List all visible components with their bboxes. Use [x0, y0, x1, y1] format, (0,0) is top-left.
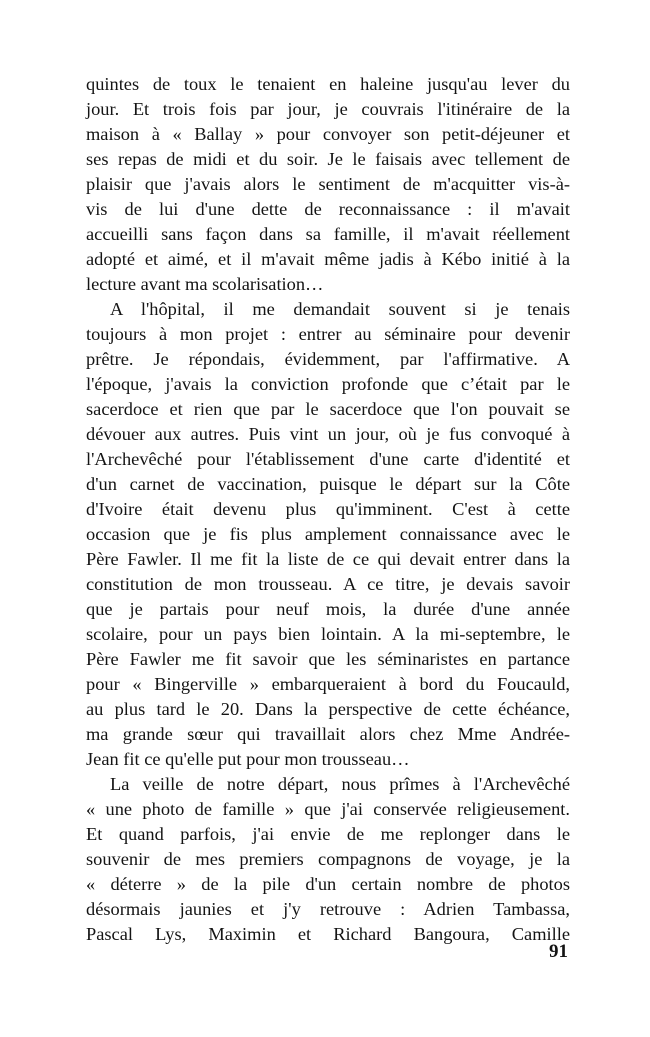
- text-line: scolaire, pour un pays bien lointain. A la mi-septembre, le: [86, 624, 570, 644]
- text-line: adopté et aimé, et il m'avait même jadis à Kébo initié à la: [86, 249, 570, 269]
- text-line: occasion que je fis plus amplement connaissance avec le: [86, 524, 570, 544]
- text-line: au plus tard le 20. Dans la perspective de cette échéance,: [86, 699, 570, 719]
- text-line: plaisir que j'avais alors le sentiment de m'acquitter vis-à-: [86, 174, 570, 194]
- text-line: l'époque, j'avais la conviction profonde que c’était par le: [86, 374, 570, 394]
- text-line: dévouer aux autres. Puis vint un jour, où je fus convoqué à: [86, 424, 570, 444]
- text-line: d'Ivoire était devenu plus qu'imminent. C'est à cette: [86, 499, 570, 519]
- text-line: souvenir de mes premiers compagnons de voyage, je la: [86, 849, 570, 869]
- text-line: désormais jaunies et j'y retrouve : Adrien Tambassa,: [86, 899, 570, 919]
- text-line: La veille de notre départ, nous prîmes à l'Archevêché: [110, 774, 570, 794]
- text-line: ma grande sœur qui travaillait alors chez Mme Andrée-: [86, 724, 570, 744]
- text-line: Père Fawler me fit savoir que les séminaristes en partance: [86, 649, 570, 669]
- text-line: que je partais pour neuf mois, la durée d'une année: [86, 599, 570, 619]
- text-line: Père Fawler. Il me fit la liste de ce qui devait entrer dans la: [86, 549, 570, 569]
- text-line: Pascal Lys, Maximin et Richard Bangoura, Camille: [86, 924, 570, 944]
- text-line: A l'hôpital, il me demandait souvent si je tenais: [110, 299, 570, 319]
- text-line: accueilli sans façon dans sa famille, il m'avait réellement: [86, 224, 570, 244]
- text-line: quintes de toux le tenaient en haleine jusqu'au lever du: [86, 74, 570, 94]
- text-line: l'Archevêché pour l'établissement d'une carte d'identité et: [86, 449, 570, 469]
- text-line: ses repas de midi et du soir. Je le faisais avec tellement de: [86, 149, 570, 169]
- text-line: jour. Et trois fois par jour, je couvrais l'itinéraire de la: [86, 99, 570, 119]
- text-line: prêtre. Je répondais, évidemment, par l'affirmative. A: [86, 349, 570, 369]
- text-line: vis de lui d'une dette de reconnaissance : il m'avait: [86, 199, 570, 219]
- text-line: toujours à mon projet : entrer au séminaire pour devenir: [86, 324, 570, 344]
- text-line: Et quand parfois, j'ai envie de me replonger dans le: [86, 824, 570, 844]
- text-line: sacerdoce et rien que par le sacerdoce que l'on pouvait se: [86, 399, 570, 419]
- text-line: « une photo de famille » que j'ai conservée religieusement.: [86, 799, 570, 819]
- page-number: 91: [549, 941, 568, 962]
- text-line: Jean fit ce qu'elle put pour mon trousseau…: [86, 749, 410, 769]
- text-line: maison à « Ballay » pour convoyer son petit-déjeuner et: [86, 124, 570, 144]
- text-line: constitution de mon trousseau. A ce titre, je devais savoir: [86, 574, 570, 594]
- body-text: [86, 72, 570, 947]
- text-line: « déterre » de la pile d'un certain nombre de photos: [86, 874, 570, 894]
- text-line: d'un carnet de vaccination, puisque le départ sur la Côte: [86, 474, 570, 494]
- text-line: pour « Bingerville » embarqueraient à bord du Foucauld,: [86, 674, 570, 694]
- text-line: lecture avant ma scolarisation…: [86, 274, 324, 294]
